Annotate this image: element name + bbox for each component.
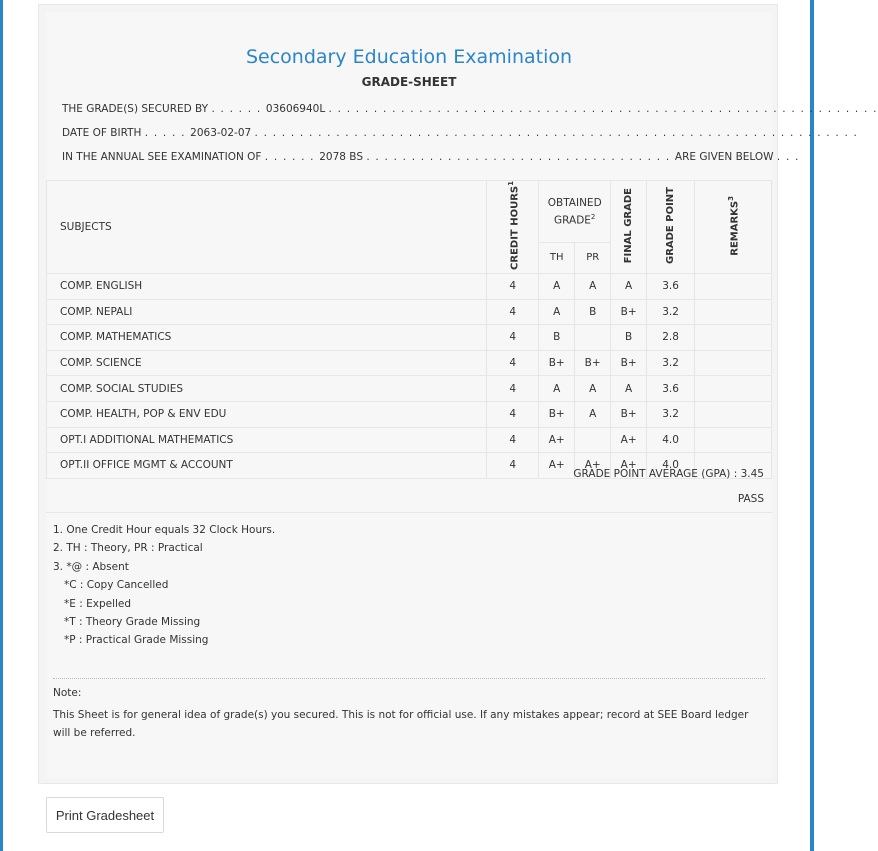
header-credit-hours: CREDIT HOURS$^1$ xyxy=(487,181,539,274)
grade-point-cell: 3.6 xyxy=(647,376,695,402)
table-row xyxy=(47,376,772,402)
credit-cell: 4 xyxy=(487,401,539,427)
header-subjects: SUBJECTS xyxy=(47,181,487,274)
gpa-text: GRADE POINT AVERAGE (GPA) : 3.45 xyxy=(573,468,764,480)
summary-divider xyxy=(46,512,772,513)
footnote-item: 3. *@ : Absent xyxy=(53,560,129,573)
th-grade-cell: A+ xyxy=(539,427,575,453)
exam-line: IN THE ANNUAL SEE EXAMINATION OF . . . . . . 2078 BS . . . . . . . . . . . . . . . . . . . . . . . . . . . . . . . . . . ARE GIVEN BELOW . . . xyxy=(62,151,800,163)
final-grade-cell: B xyxy=(611,325,647,351)
secured-by-label: THE GRADE(S) SECURED BY xyxy=(62,103,209,115)
header-th: TH xyxy=(539,242,575,273)
subject-cell: COMP. SCIENCE xyxy=(47,350,487,376)
pr-grade-cell: A xyxy=(575,401,611,427)
header-obtained-grade: OBTAINED GRADE$^2$ xyxy=(539,181,611,243)
th-grade-cell: B xyxy=(539,325,575,351)
credit-cell: 4 xyxy=(487,350,539,376)
table-row xyxy=(47,350,772,376)
credit-cell: 4 xyxy=(487,299,539,325)
remarks-cell xyxy=(695,376,772,402)
given-below-label: ARE GIVEN BELOW xyxy=(674,151,774,163)
table-row xyxy=(47,299,772,325)
pr-grade-cell: B xyxy=(575,299,611,325)
subject-cell: OPT.I ADDITIONAL MATHEMATICS xyxy=(47,427,487,453)
grade-point-cell: 3.6 xyxy=(647,273,695,299)
grade-point-cell: 2.8 xyxy=(647,325,695,351)
subject-cell: COMP. MATHEMATICS xyxy=(47,325,487,351)
grade-point-cell: 3.2 xyxy=(647,350,695,376)
dob-line: DATE OF BIRTH . . . . . 2063-02-07 . . . . . . . . . . . . . . . . . . . . . . . . . . . . . . . . . . . . . . . . . . . . . . . . . . . . . . . . . . . . . . . . . . . xyxy=(62,127,859,139)
grade-point-cell: 3.2 xyxy=(647,299,695,325)
final-grade-cell: A xyxy=(611,273,647,299)
subject-cell: COMP. SOCIAL STUDIES xyxy=(47,376,487,402)
pr-grade-cell: A xyxy=(575,273,611,299)
grade-sheet-panel xyxy=(46,12,878,778)
exam-title: Secondary Education Examination xyxy=(245,46,573,68)
grade-point-cell: 4.0 xyxy=(647,453,695,479)
final-grade-cell: A+ xyxy=(611,453,647,479)
dob-label: DATE OF BIRTH xyxy=(62,127,142,139)
secured-by-line: THE GRADE(S) SECURED BY . . . . . . 03606940L . . . . . . . . . . . . . . . . . . . . . . . . . . . . . . . . . . . . . . . . . . . . . . . . . . . . . . . . . . . . . xyxy=(62,103,878,115)
header-remarks: REMARKS$^3$ xyxy=(695,181,772,274)
header-final-grade: FINAL GRADE xyxy=(611,181,647,274)
grades-table xyxy=(46,180,772,479)
final-grade-cell: B+ xyxy=(611,299,647,325)
credit-cell: 4 xyxy=(487,325,539,351)
final-grade-cell: A+ xyxy=(611,427,647,453)
credit-cell: 4 xyxy=(487,273,539,299)
remarks-cell xyxy=(695,299,772,325)
footnote-item: 2. TH : Theory, PR : Practical xyxy=(53,542,203,555)
footnote-item: 1. One Credit Hour equals 32 Clock Hours. xyxy=(53,524,276,536)
th-grade-cell: B+ xyxy=(539,350,575,376)
pr-grade-cell: A xyxy=(575,376,611,402)
credit-cell: 4 xyxy=(487,453,539,479)
remarks-cell xyxy=(695,401,772,427)
final-grade-cell: A xyxy=(611,376,647,402)
header-pr: PR xyxy=(575,242,611,273)
final-grade-cell: B+ xyxy=(611,401,647,427)
th-grade-cell: B+ xyxy=(539,401,575,427)
table-row xyxy=(47,325,772,351)
note-label: Note: xyxy=(53,687,82,699)
grade-point-cell: 4.0 xyxy=(647,427,695,453)
subject-cell: COMP. ENGLISH xyxy=(47,273,487,299)
note-divider xyxy=(53,678,765,679)
th-grade-cell: A+ xyxy=(539,453,575,479)
credit-cell: 4 xyxy=(487,427,539,453)
exam-year: 2078 BS xyxy=(319,151,363,163)
print-gradesheet-button[interactable]: Print Gradesheet xyxy=(46,797,164,833)
footnote-item: *T : Theory Grade Missing xyxy=(64,616,201,629)
footnote-item: *C : Copy Cancelled xyxy=(64,579,169,592)
grade-point-cell: 3.2 xyxy=(647,401,695,427)
table-row xyxy=(47,273,772,299)
footnote-item: *P : Practical Grade Missing xyxy=(64,634,209,647)
pr-grade-cell: B+ xyxy=(575,350,611,376)
subject-cell: OPT.II OFFICE MGMT & ACCOUNT xyxy=(47,453,487,479)
pr-grade-cell xyxy=(575,427,611,453)
dob-value: 2063-02-07 xyxy=(190,127,252,139)
footnotes xyxy=(53,521,275,650)
table-row xyxy=(47,401,772,427)
header-grade-point: GRADE POINT xyxy=(647,181,695,274)
remarks-cell xyxy=(695,273,772,299)
th-grade-cell: A xyxy=(539,299,575,325)
final-grade-cell: B+ xyxy=(611,350,647,376)
grade-sheet-container xyxy=(38,4,878,784)
left-frame-border xyxy=(0,0,3,851)
remarks-cell xyxy=(695,350,772,376)
subject-cell: COMP. HEALTH, POP & ENV EDU xyxy=(47,401,487,427)
th-grade-cell: A xyxy=(539,376,575,402)
footnote-item: *E : Expelled xyxy=(64,597,132,610)
note-text: This Sheet is for general idea of grade(s) you secured. This is not for official use. If any mistakes appear; record at SEE Board ledger will be referred. xyxy=(53,709,749,739)
symbol-number: 03606940L xyxy=(265,103,326,115)
remarks-cell xyxy=(695,325,772,351)
result-status: PASS xyxy=(737,493,764,505)
subject-cell: COMP. NEPALI xyxy=(47,299,487,325)
table-row xyxy=(47,427,772,453)
credit-cell: 4 xyxy=(487,376,539,402)
remarks-cell xyxy=(695,427,772,453)
sheet-subtitle: GRADE-SHEET xyxy=(361,75,457,89)
pr-grade-cell xyxy=(575,325,611,351)
th-grade-cell: A xyxy=(539,273,575,299)
pr-grade-cell: A+ xyxy=(575,453,611,479)
exam-label: IN THE ANNUAL SEE EXAMINATION OF xyxy=(62,151,262,163)
